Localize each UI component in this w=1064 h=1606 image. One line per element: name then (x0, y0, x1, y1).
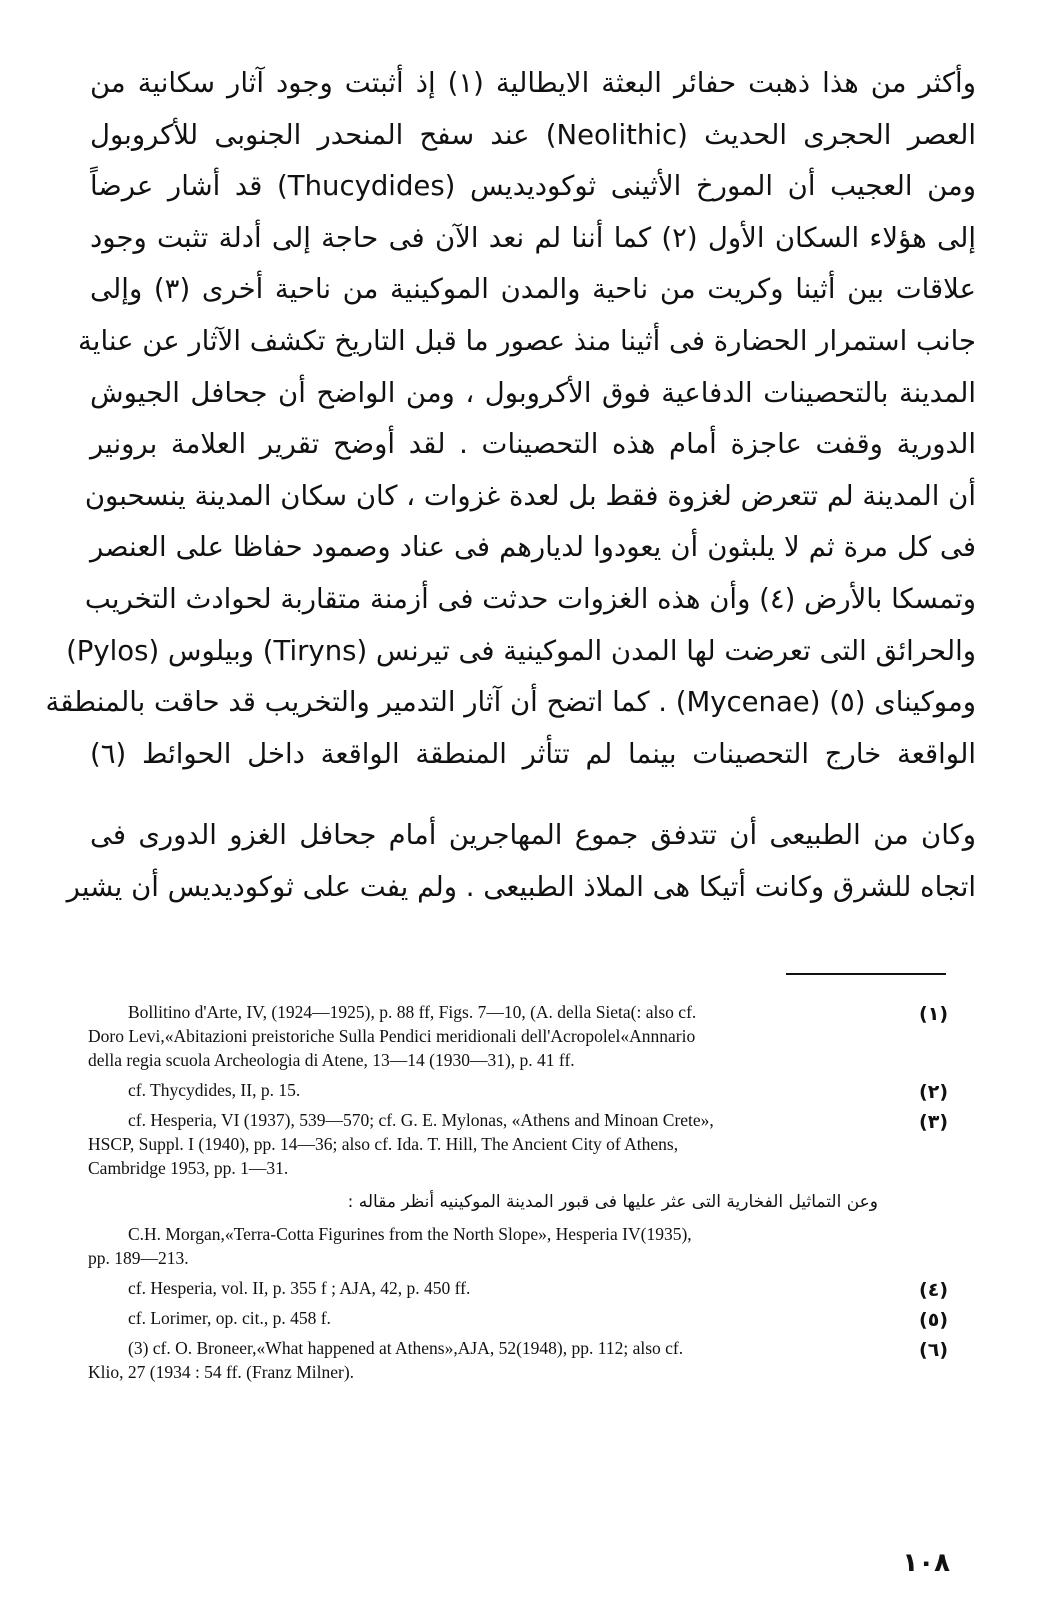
text-line: جانب استمرار الحضارة فى أثينا منذ عصور ما قبل التاريخ تكشف الآثار عن عناية (78, 324, 976, 357)
main-text (45, 58, 977, 914)
footnote-3 (88, 1108, 948, 1180)
footnote-2 (88, 1078, 948, 1102)
footnote-4 (88, 1276, 948, 1300)
footnote-line: cf. Lorimer, op. cit., p. 458 f. (128, 1308, 331, 1328)
text-line: الواقعة خارج التحصينات بينما لم تتأثر المنطقة الواقعة داخل الحوائط (٦) (90, 737, 976, 770)
footnote-line: HSCP, Suppl. I (1940), pp. 14—36; also cf. Ida. T. Hill, The Ancient City of Athens, (88, 1134, 679, 1154)
paragraph-1 (45, 58, 977, 780)
text-line: ومن العجيب أن المورخ الأثينى ثوكوديديس (Thucydides) قد أشار عرضاً (90, 170, 977, 203)
text-line: أن المدينة لم تتعرض لغزوة فقط بل لعدة غزوات ، كان سكان المدينة ينسحبون (84, 479, 976, 512)
footnote-line: Klio, 27 (1934 : 54 ff. (Franz Milner). (88, 1362, 355, 1382)
text-line: وكان من الطبيعى أن تتدفق جموع المهاجرين أمام جحافل الغزو الدورى فى (90, 819, 976, 852)
footnote-line: Cambridge 1953, pp. 1—31. (88, 1158, 289, 1178)
footnote-line: Doro Levi,«Abitazioni preistoriche Sulla Pendici meridionali dell'Acropolel«Annnario (88, 1026, 696, 1046)
footnote-text (88, 1276, 878, 1300)
text-line: العصر الحجرى الحديث (Neolithic) عند سفح المنحدر الجنوبى للأكروبول (90, 118, 976, 151)
footnote-number: (١) (919, 1003, 948, 1025)
footnotes (88, 1000, 948, 1390)
footnote-text (88, 1306, 878, 1330)
footnote-text (88, 1000, 878, 1072)
text-line: الدورية وقفت عاجزة أمام هذه التحصينات . لقد أوضح تقرير العلامة برونير (90, 428, 976, 461)
footnote-number: (٥) (919, 1309, 948, 1331)
paragraph-2 (66, 810, 976, 913)
text-line: علاقات بين أثينا وكريت من ناحية والمدن الموكينية من ناحية أخرى (٣) وإلى (90, 273, 976, 306)
text-line: فى كل مرة ثم لا يلبثون أن يعودوا لديارهم فى عناد وصمود حفاظا على العنصر (90, 531, 976, 564)
footnote-line: pp. 189—213. (88, 1248, 189, 1268)
text-line: اتجاه للشرق وكانت أتيكا هى الملاذ الطبيعى . ولم يفت على ثوكوديديس أن يشير (66, 870, 976, 903)
footnote-text (88, 1108, 878, 1180)
footnote-1 (88, 1000, 948, 1072)
text-line: وتمسكا بالأرض (٤) وأن هذه الغزوات حدثت فى أزمنة متقاربة لحوادث التخريب (84, 582, 976, 615)
footnote-text (88, 1078, 878, 1102)
footnote-separator (786, 973, 946, 975)
footnote-line: (3) cf. O. Broneer,«What happened at Athens»,AJA, 52(1948), pp. 112; also cf. (128, 1338, 684, 1358)
text-line: المدينة بالتحصينات الدفاعية فوق الأكروبول ، ومن الواضح أن جحافل الجيوش (90, 376, 976, 409)
footnote-line: Bollitino d'Arte, IV, (1924—1925), p. 88 ff, Figs. 7—10, (A. della Sieta(: also cf. (128, 1002, 697, 1022)
footnote-6 (88, 1336, 948, 1384)
text-line: وأكثر من هذا ذهبت حفائر البعثة الايطالية (١) إذ أثبتت وجود آثار سكانية من (90, 67, 976, 99)
paragraph-gap (90, 780, 976, 810)
footnote-number: (٤) (919, 1279, 948, 1301)
text-line: وموكيناى (٥) (Mycenae) . كما اتضح أن آثار التدمير والتخريب قد حاقت بالمنطقة (45, 686, 976, 719)
footnote-text (88, 1336, 878, 1384)
footnote-line: cf. Thycydides, II, p. 15. (128, 1080, 301, 1100)
footnote-line: della regia scuola Archeologia di Atene, 13—14 (1930—31), p. 41 ff. (88, 1050, 575, 1070)
footnote-number: (٢) (919, 1081, 948, 1103)
footnote-5 (88, 1306, 948, 1330)
footnote-number: (٦) (919, 1339, 948, 1361)
text-line: والحرائق التى تعرضت لها المدن الموكينية فى تيرنس (Tiryns) وبيلوس (Pylos) (66, 634, 976, 667)
footnote-number: (٣) (919, 1111, 948, 1133)
text-line: إلى هؤلاء السكان الأول (٢) كما أننا لم نعد الآن فى حاجة إلى أدلة تثبت وجود (90, 221, 976, 254)
footnote-text (88, 1222, 878, 1270)
footnote-line: cf. Hesperia, vol. II, p. 355 f ; AJA, 42, p. 450 ff. (128, 1278, 471, 1298)
footnote-line: C.H. Morgan,«Terra-Cotta Figurines from the North Slope», Hesperia IV(1935), (128, 1224, 692, 1244)
page-number: ١٠٨ (902, 1548, 950, 1578)
footnote-3-continued (88, 1190, 948, 1270)
footnote-arabic-note: وعن التماثيل الفخارية التى عثر عليها فى قبور المدينة الموكينيه أنظر مقاله : (347, 1192, 878, 1212)
footnote-line: cf. Hesperia, VI (1937), 539—570; cf. G. E. Mylonas, «Athens and Minoan Crete», (128, 1110, 714, 1130)
